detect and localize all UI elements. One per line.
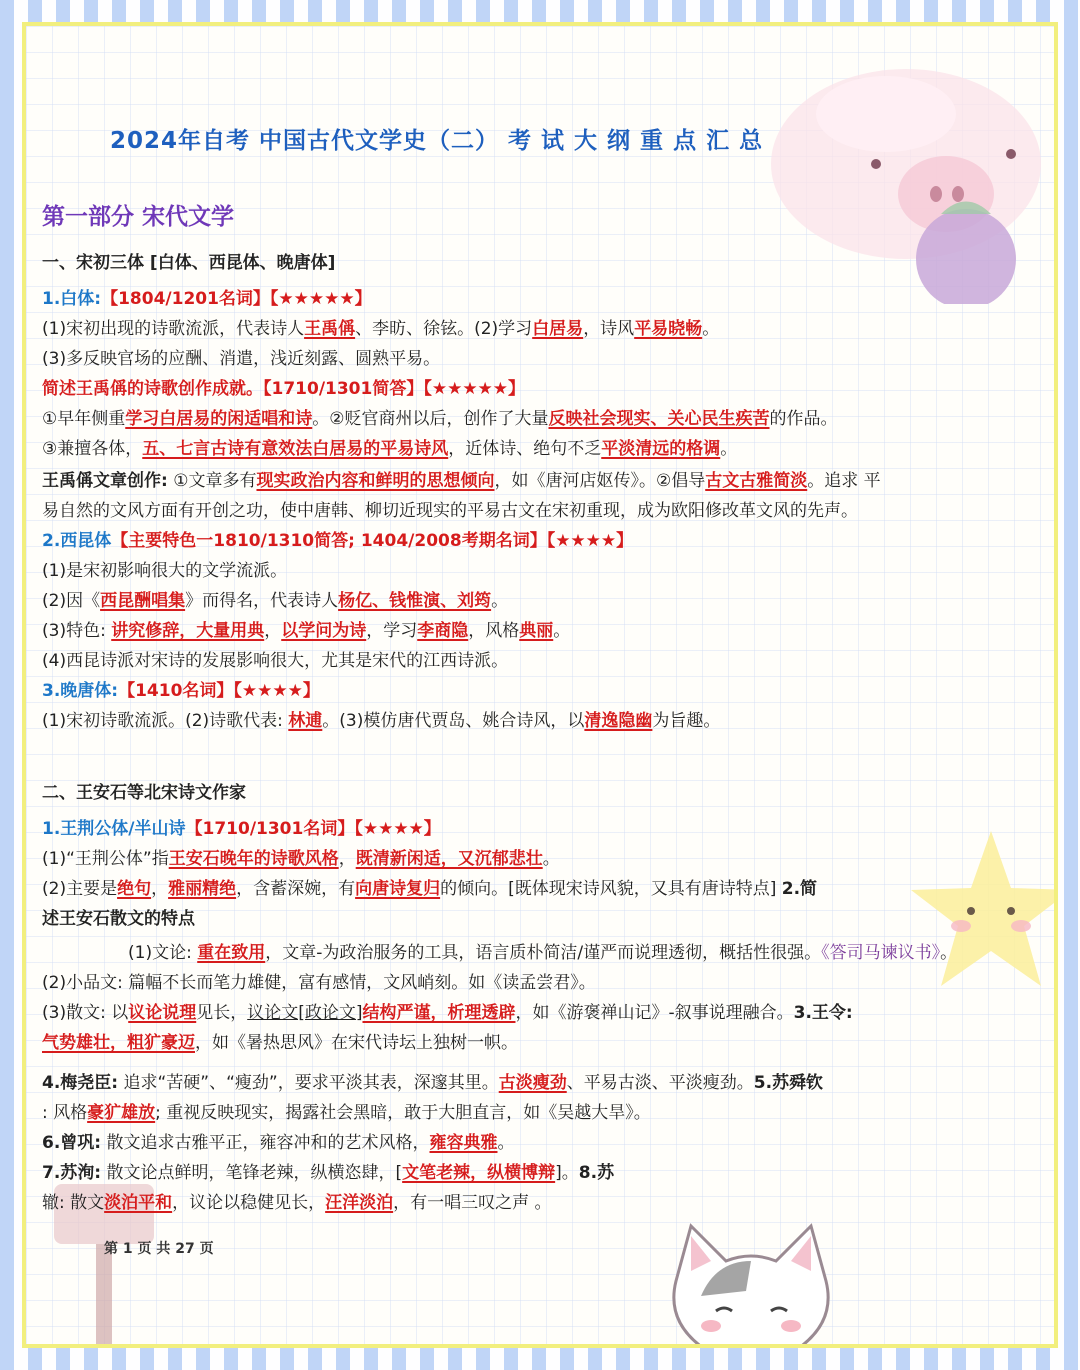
- book-title: 《答司马谏议书》: [821, 943, 941, 963]
- text: 。②贬官商州以后，创作了大量: [312, 409, 549, 429]
- text: ，如《唐河店妪传》。②倡导: [494, 471, 706, 491]
- subheading: 3.晚唐体:: [42, 681, 119, 701]
- exam-tag: 【1804/1201名词】【★★★★★】: [101, 289, 372, 309]
- text: (2)主要是: [42, 879, 118, 899]
- text: ，: [338, 849, 356, 869]
- text: (3)散文: 以: [42, 1003, 129, 1023]
- text: ①早年侧重: [42, 409, 126, 429]
- text: ，诗风: [583, 319, 635, 339]
- text: 。: [720, 439, 738, 459]
- text: 的倾向。[既体现宋诗风貌，又具有唐诗特点]: [440, 879, 782, 899]
- text: ，如《游褒禅山记》-叙事说理融合。: [515, 1003, 794, 1023]
- text-line: (4)西昆诗派对宋诗的发展影响很大，尤其是宋代的江西诗派。: [42, 651, 509, 671]
- spacer: [42, 736, 1042, 778]
- text-line: [42, 1068, 1042, 1098]
- text: 的作品。: [769, 409, 838, 429]
- label: 6.曾巩:: [42, 1133, 102, 1153]
- text-line: [42, 1028, 1042, 1058]
- text: ，风格: [468, 621, 520, 641]
- text-line: 易自然的文风方面有开创之功，使中唐韩、柳切近现实的平易古文在宋初重现，成为欧阳修改革文风的先声。: [42, 501, 858, 521]
- text: ，议论以稳健见长，: [172, 1193, 326, 1213]
- question-line: [42, 374, 1042, 404]
- exam-tag: 【主要特色一1810/1310简答; 1404/2008考期名词】【★★★★】: [111, 531, 634, 551]
- keyword: 豪犷雄放: [87, 1103, 156, 1123]
- page-title: 2024年自考 中国古代文学史（二） 考 试 大 纲 重 点 汇 总: [110, 128, 764, 154]
- text-line: [42, 998, 1042, 1028]
- keyword: 结构严谨，析理透辟: [362, 1003, 516, 1023]
- content-body: [42, 248, 1042, 1218]
- text: 。: [553, 621, 571, 641]
- subheading: 1.白体:: [42, 289, 102, 309]
- text-line: (1)是宋初影响很大的文学流派。: [42, 561, 288, 581]
- text: ，: [151, 879, 169, 899]
- text: 散文追求古雅平正，雍容冲和的艺术风格，: [101, 1133, 430, 1153]
- text: 、李昉、徐铉。(2)学习: [355, 319, 533, 339]
- xikun-heading: [42, 526, 1042, 556]
- keyword: 气势雄壮，粗犷豪迈: [42, 1033, 195, 1053]
- keyword: 讲究修辞，大量用典: [111, 621, 265, 641]
- exam-tag: 【1710/1301简答】【★★★★★】: [263, 379, 526, 399]
- text: 。: [702, 319, 720, 339]
- text-line: [42, 466, 1042, 496]
- keyword: 五、七言古诗有意效法白居易的平易诗风: [142, 439, 449, 459]
- text: 》而得名，代表诗人: [185, 591, 339, 611]
- text: 。: [542, 849, 560, 869]
- keyword: 反映社会现实、关心民生疾苦: [548, 409, 770, 429]
- keyword: 雅丽精绝: [168, 879, 237, 899]
- text: ，文章-为政治服务的工具，语言质朴简洁/谨严而说理透彻，概括性很强。: [265, 943, 822, 963]
- text-line: (2)小品文: 篇幅不长而笔力雄健，富有感情，文风峭刻。如《读孟尝君》。: [42, 973, 596, 993]
- label: 王禹偁文章创作:: [42, 471, 168, 491]
- text-line: [42, 404, 1042, 434]
- text-line: [42, 434, 1042, 464]
- text: 、平易古淡、平淡瘦劲。: [566, 1073, 754, 1093]
- keyword: 典丽: [519, 621, 554, 641]
- keyword: 重在致用: [197, 943, 266, 963]
- text: ，近体诗、绝句不乏: [448, 439, 602, 459]
- text: (1)“王荆公体”指: [42, 849, 169, 869]
- text-line: [42, 938, 1042, 968]
- subheading: 2.西昆体: [42, 531, 112, 551]
- keyword: 王禹偁: [304, 319, 356, 339]
- text: (3)特色:: [42, 621, 112, 641]
- keyword: 西昆酬唱集: [100, 591, 186, 611]
- label: 2.简: [781, 879, 818, 899]
- question: 简述王禹偁的诗歌创作成就。: [42, 379, 263, 399]
- exam-tag: 【1710/1301名词】【★★★★】: [185, 819, 441, 839]
- page-number: 第 1 页 共 27 页: [104, 1241, 214, 1257]
- spacer: [42, 1058, 1042, 1068]
- keyword: 绝句: [117, 879, 152, 899]
- keyword: 古文古雅简淡: [705, 471, 808, 491]
- text: 追求“苦硬”、“瘦劲”，要求平淡其表，深邃其里。: [118, 1073, 499, 1093]
- text: 为旨趣。: [652, 711, 721, 731]
- text-line: [42, 1188, 1042, 1218]
- section-heading-2: 二、王安石等北宋诗文作家: [42, 783, 246, 803]
- baiti-heading: [42, 284, 1042, 314]
- text: 。追求 平: [807, 471, 881, 491]
- text: (1)文论:: [128, 943, 198, 963]
- text-line: [42, 586, 1042, 616]
- text: 。: [497, 1133, 515, 1153]
- keyword: 雍容典雅: [429, 1133, 498, 1153]
- text-line: (3)多反映官场的应酬、消遣，浅近刻露、圆熟平易。: [42, 349, 441, 369]
- text: ; 重视反映现实，揭露社会黑暗，敢于大胆直言，如《吴越大旱》。: [155, 1103, 651, 1123]
- keyword: 汪洋淡泊: [325, 1193, 394, 1213]
- document-page: [22, 22, 1058, 1348]
- text: (2)因《: [42, 591, 101, 611]
- text: ，有一唱三叹之声 。: [393, 1193, 552, 1213]
- text: ，学习: [366, 621, 418, 641]
- keyword: 向唐诗复归: [355, 879, 441, 899]
- text-line: [42, 1128, 1042, 1158]
- keyword: 杨亿、钱惟演、刘筠: [338, 591, 492, 611]
- wantang-heading: [42, 676, 1042, 706]
- subheading: 1.王荆公体/半山诗: [42, 819, 186, 839]
- keyword: 文笔老辣，纵横博辩: [402, 1163, 556, 1183]
- text: 。: [940, 943, 958, 963]
- text: (1)宋初出现的诗歌流派，代表诗人: [42, 319, 305, 339]
- text: ，如《暑热思风》在宋代诗坛上独树一帜。: [195, 1033, 518, 1053]
- text: ③兼擅各体，: [42, 439, 143, 459]
- keyword: 清逸隐幽: [584, 711, 653, 731]
- keyword: 现实政治内容和鲜明的思想倾向: [256, 471, 495, 491]
- keyword: 议论说理: [128, 1003, 197, 1023]
- text: 散文论点鲜明，笔锋老辣，纵横恣肆，[: [101, 1163, 403, 1183]
- label: 5.苏舜钦: [753, 1073, 824, 1093]
- text: 见长，: [196, 1003, 248, 1023]
- exam-tag: 【1410名词】【★★★★】: [118, 681, 320, 701]
- keyword: 以学问为诗: [281, 621, 367, 641]
- keyword: 林逋: [288, 711, 323, 731]
- label: 7.苏洵:: [42, 1163, 102, 1183]
- text: 辙: 散文: [42, 1193, 105, 1213]
- text-line: [42, 616, 1042, 646]
- text-line: 述王安石散文的特点: [42, 909, 195, 929]
- keyword: 既清新闲适，又沉郁悲壮: [355, 849, 543, 869]
- keyword: 平淡清远的格调: [601, 439, 721, 459]
- label: 3.王令:: [793, 1003, 853, 1023]
- section-heading-1: 一、宋初三体 [白体、西昆体、晚唐体]: [42, 253, 336, 273]
- text: 。(3)模仿唐代贾岛、姚合诗风，以: [322, 711, 585, 731]
- keyword: 学习白居易的闲适唱和诗: [125, 409, 313, 429]
- wangjing-heading: [42, 814, 1042, 844]
- text: ①文章多有: [167, 471, 257, 491]
- keyword: 白居易: [532, 319, 584, 339]
- text-line: [42, 1098, 1042, 1128]
- text: 议论文[政论文]: [247, 1003, 363, 1023]
- text-line: [42, 706, 1042, 736]
- keyword: 平易晓畅: [634, 319, 703, 339]
- keyword: 王安石晚年的诗歌风格: [168, 849, 339, 869]
- keyword: 李商隐: [417, 621, 469, 641]
- text-line: [42, 314, 1042, 344]
- text: ，含蓄深婉，有: [236, 879, 356, 899]
- text: (1)宋初诗歌流派。(2)诗歌代表:: [42, 711, 289, 731]
- text: 。: [491, 591, 509, 611]
- text: ，: [264, 621, 282, 641]
- keyword: 淡泊平和: [104, 1193, 173, 1213]
- part-title: 第一部分 宋代文学: [42, 204, 235, 230]
- label: 4.梅尧臣:: [42, 1073, 119, 1093]
- keyword: 古淡瘦劲: [498, 1073, 567, 1093]
- label: 8.苏: [578, 1163, 615, 1183]
- text: ]。: [555, 1163, 579, 1183]
- text-line: [42, 1158, 1042, 1188]
- text-line: [42, 844, 1042, 874]
- text-line: [42, 874, 1042, 904]
- cat-illustration: [656, 1221, 846, 1348]
- text: : 风格: [42, 1103, 88, 1123]
